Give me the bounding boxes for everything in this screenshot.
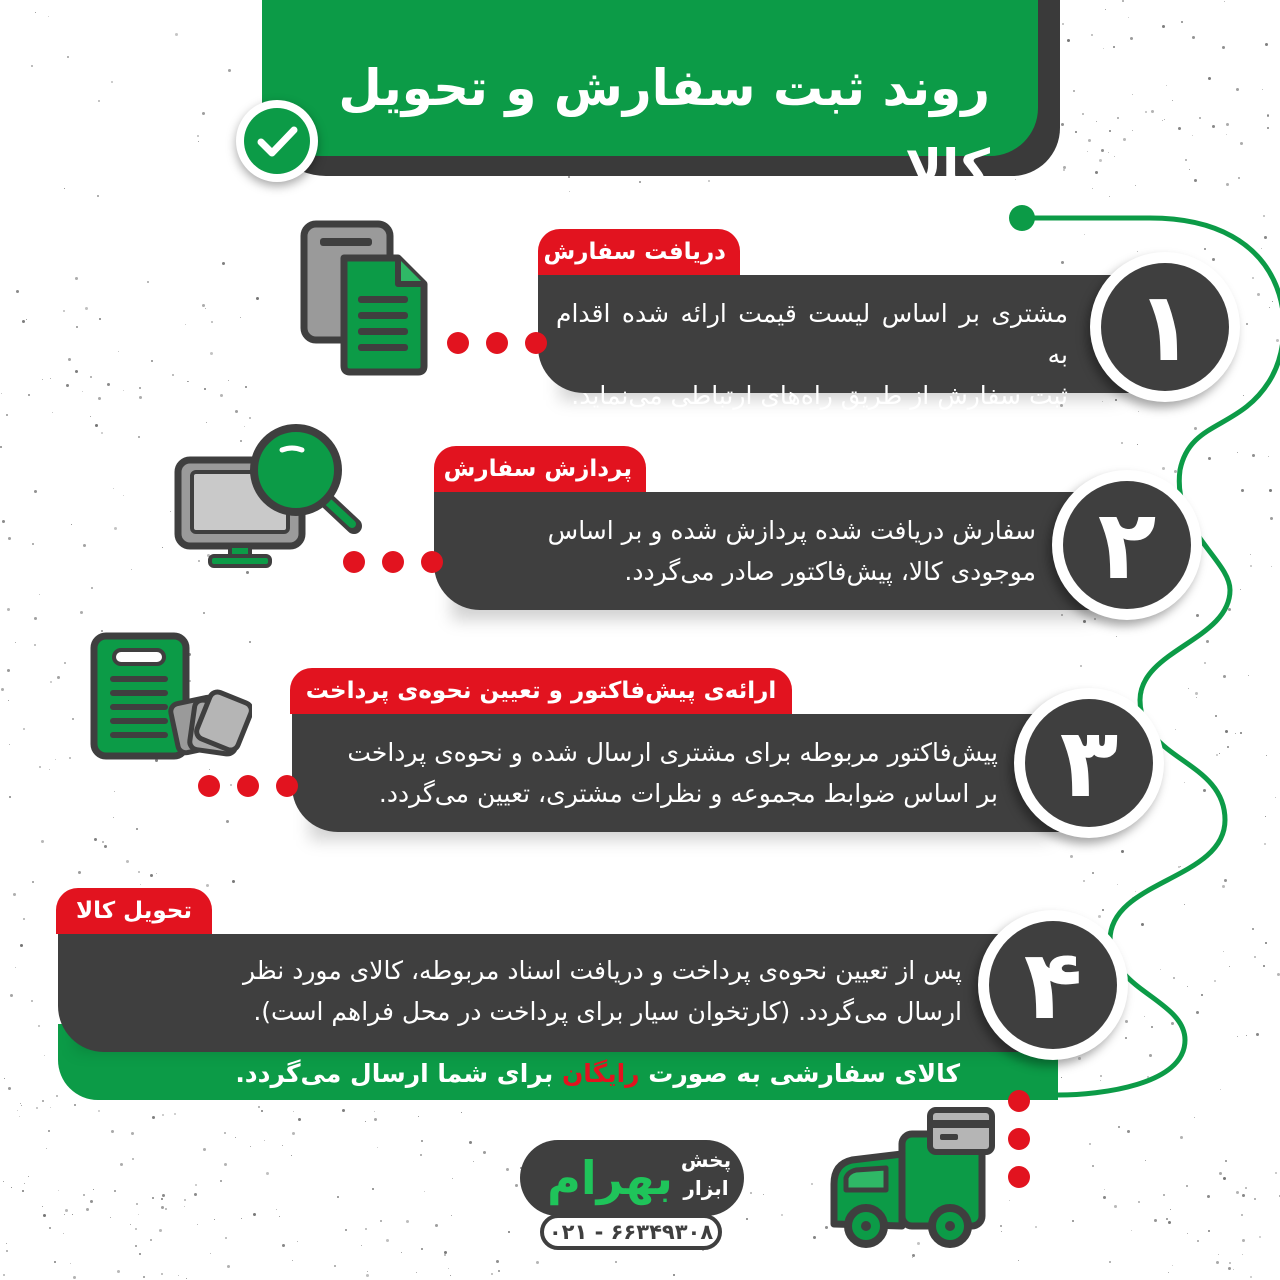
step-2-number-badge	[1052, 470, 1202, 620]
step-1-line-2: ثبت سفارش از طریق راه‌های ارتباطی می‌نماید.	[571, 381, 1068, 410]
step-3-connector-dot	[198, 775, 220, 797]
step-2-title: پردازش سفارش	[434, 446, 646, 492]
brand-abzar: ابزار	[683, 1176, 729, 1200]
step-3-title: ارائه‌ی پیش‌فاکتور و تعیین نحوه‌ی پرداخت	[290, 668, 792, 714]
step-3-number: ۳	[1025, 699, 1153, 827]
step-1-title: دریافت سفارش	[538, 229, 740, 275]
free-note-highlight: رایگان	[561, 1059, 640, 1088]
invoice-cards-icon	[88, 630, 252, 764]
phone-number: ۰۲۱ - ۶۶۳۴۹۳۰۸	[548, 1220, 714, 1244]
page-title: روند ثبت سفارش و تحویل کالا	[338, 59, 990, 197]
step-2-number: ۲	[1063, 481, 1191, 609]
check-badge	[236, 100, 318, 182]
step-1-line-1: مشتری بر اساس لیست قیمت ارائه شده اقدام به	[556, 299, 1068, 369]
step-4-line-2: ارسال می‌گردد. (کارتخوان سیار برای پرداخت در محل فراهم است).	[253, 997, 962, 1026]
step-2-line-1: سفارش دریافت شده پردازش شده و بر اساس	[547, 516, 1036, 545]
step-2-connector-dot	[382, 551, 404, 573]
step-4-connector-dot	[1008, 1090, 1030, 1112]
step-2-description	[452, 510, 1036, 592]
brand-name: بهرام	[547, 1151, 673, 1205]
step-1-description	[556, 293, 1068, 416]
step-3-connector-dot	[237, 775, 259, 797]
step-3-connector-dot	[276, 775, 298, 797]
step-4-connector-dot	[1008, 1166, 1030, 1188]
step-4-description	[76, 950, 962, 1032]
step-3-line-1: پیش‌فاکتور مربوطه برای مشتری ارسال شده و نحوه‌ی پرداخت	[347, 738, 998, 767]
step-4-number: ۴	[989, 921, 1117, 1049]
step-3-number-badge	[1014, 688, 1164, 838]
step-1-number: ۱	[1101, 263, 1229, 391]
check-icon	[236, 100, 318, 182]
step-1-number-badge	[1090, 252, 1240, 402]
free-note-before: کالای سفارشی به صورت	[648, 1059, 960, 1088]
step-4-title: تحویل کالا	[56, 888, 212, 934]
delivery-truck-icon	[826, 1104, 1006, 1254]
step-4-connector-dot	[1008, 1128, 1030, 1150]
step-2-line-2: موجودی کالا، پیش‌فاکتور صادر می‌گردد.	[624, 557, 1036, 586]
step-1-connector-dot	[447, 332, 469, 354]
step-1-connector-dot	[486, 332, 508, 354]
documents-icon	[296, 218, 432, 378]
brand-pakhsh: پخش	[680, 1148, 732, 1172]
step-4-number-badge	[978, 910, 1128, 1060]
monitor-search-icon	[172, 420, 368, 570]
step-3-description	[308, 732, 998, 814]
free-delivery-note	[200, 1052, 960, 1096]
step-2-connector-dot	[421, 551, 443, 573]
free-note-after: برای شما ارسال می‌گردد.	[235, 1059, 554, 1088]
step-3-line-2: بر اساس ضوابط مجموعه و نظرات مشتری، تعیین می‌گردد.	[378, 779, 998, 808]
step-4-line-1: پس از تعیین نحوه‌ی پرداخت و دریافت اسناد مربوطه، کالای مورد نظر	[243, 956, 962, 985]
step-1-connector-dot	[525, 332, 547, 354]
